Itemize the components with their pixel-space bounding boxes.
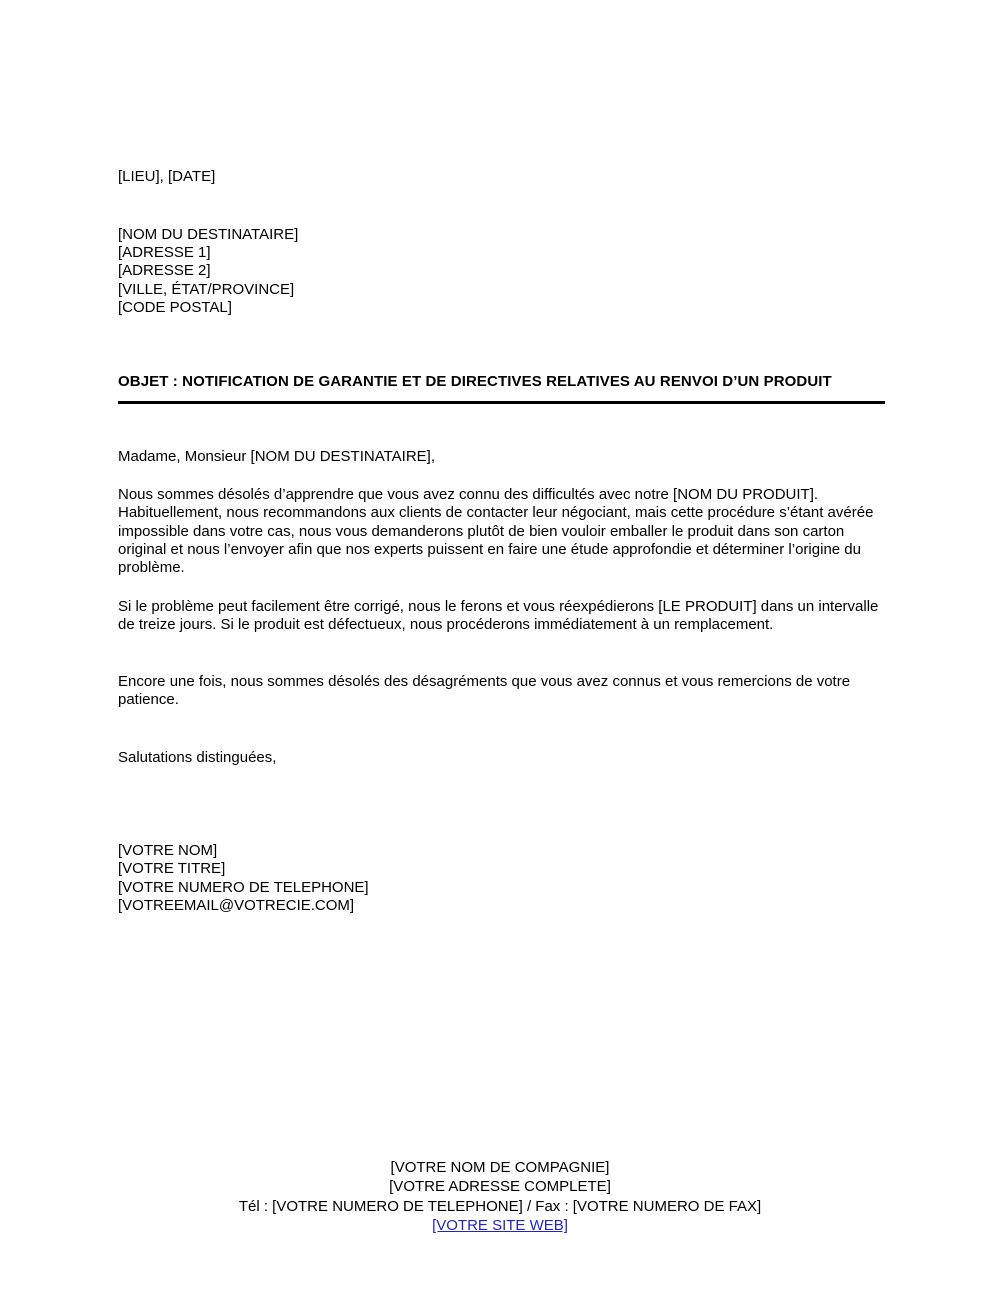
recipient-name: [NOM DU DESTINATAIRE]	[118, 226, 299, 243]
footer-company-name: [VOTRE NOM DE COMPAGNIE]	[390, 1159, 610, 1176]
page-footer	[0, 1158, 1000, 1236]
footer-website-link[interactable]: [VOTRE SITE WEB]	[432, 1217, 568, 1235]
recipient-address-block	[118, 226, 885, 317]
salutation: Madame, Monsieur [NOM DU DESTINATAIRE],	[118, 448, 436, 465]
sender-phone: [VOTRE NUMERO DE TELEPHONE]	[118, 878, 369, 896]
closing-salutation: Salutations distinguées,	[118, 749, 277, 766]
body-paragraph-2: Si le problème peut facilement être corrigé, nous le ferons et vous réexpédierons [LE PRODUIT] dans un intervalle de treize jours. Si le produit est défectueux, nous procéderons immédiatement à un remplacement.	[118, 598, 879, 634]
recipient-postal-code: [CODE POSTAL]	[118, 298, 232, 316]
body-paragraph-3: Encore une fois, nous sommes désolés des désagréments que vous avez connus et vous remercions de votre patience.	[118, 673, 851, 709]
signature-block	[118, 842, 885, 916]
subject-section	[118, 372, 885, 404]
recipient-address-line-2: [ADRESSE 2]	[118, 262, 211, 280]
footer-address: [VOTRE ADRESSE COMPLETE]	[389, 1178, 611, 1196]
sender-title: [VOTRE TITRE]	[118, 860, 226, 878]
footer-contact: Tél : [VOTRE NUMERO DE TELEPHONE] / Fax : [VOTRE NUMERO DE FAX]	[238, 1197, 762, 1215]
recipient-address-line-1: [ADRESSE 1]	[118, 244, 211, 262]
footer-website-line	[0, 1216, 1000, 1235]
body-paragraph-1: Nous sommes désolés d’apprendre que vous avez connu des difficultés avec notre [NOM DU PRODUIT]. Habituellement, nous recommandons aux clients de contacter leur négociant, mais cette procédure s’étant avérée impossible dans votre cas, nous vous demanderons plutôt de bien vouloir emballer le produit dans son carton original et nous l’envoyer afin que nos experts puissent en faire une étude approfondie et déterminer l’origine du problème.	[118, 486, 874, 577]
date-line: [LIEU], [DATE]	[118, 168, 216, 185]
sender-name: [VOTRE NOM]	[118, 842, 218, 859]
recipient-city-state: [VILLE, ÉTAT/PROVINCE]	[118, 280, 295, 298]
sender-email: [VOTREEMAIL@VOTRECIE.COM]	[118, 897, 355, 915]
horizontal-rule	[118, 401, 885, 404]
subject-heading: OBJET : NOTIFICATION DE GARANTIE ET DE DIRECTIVES RELATIVES AU RENVOI D’UN PRODUIT	[118, 373, 832, 390]
